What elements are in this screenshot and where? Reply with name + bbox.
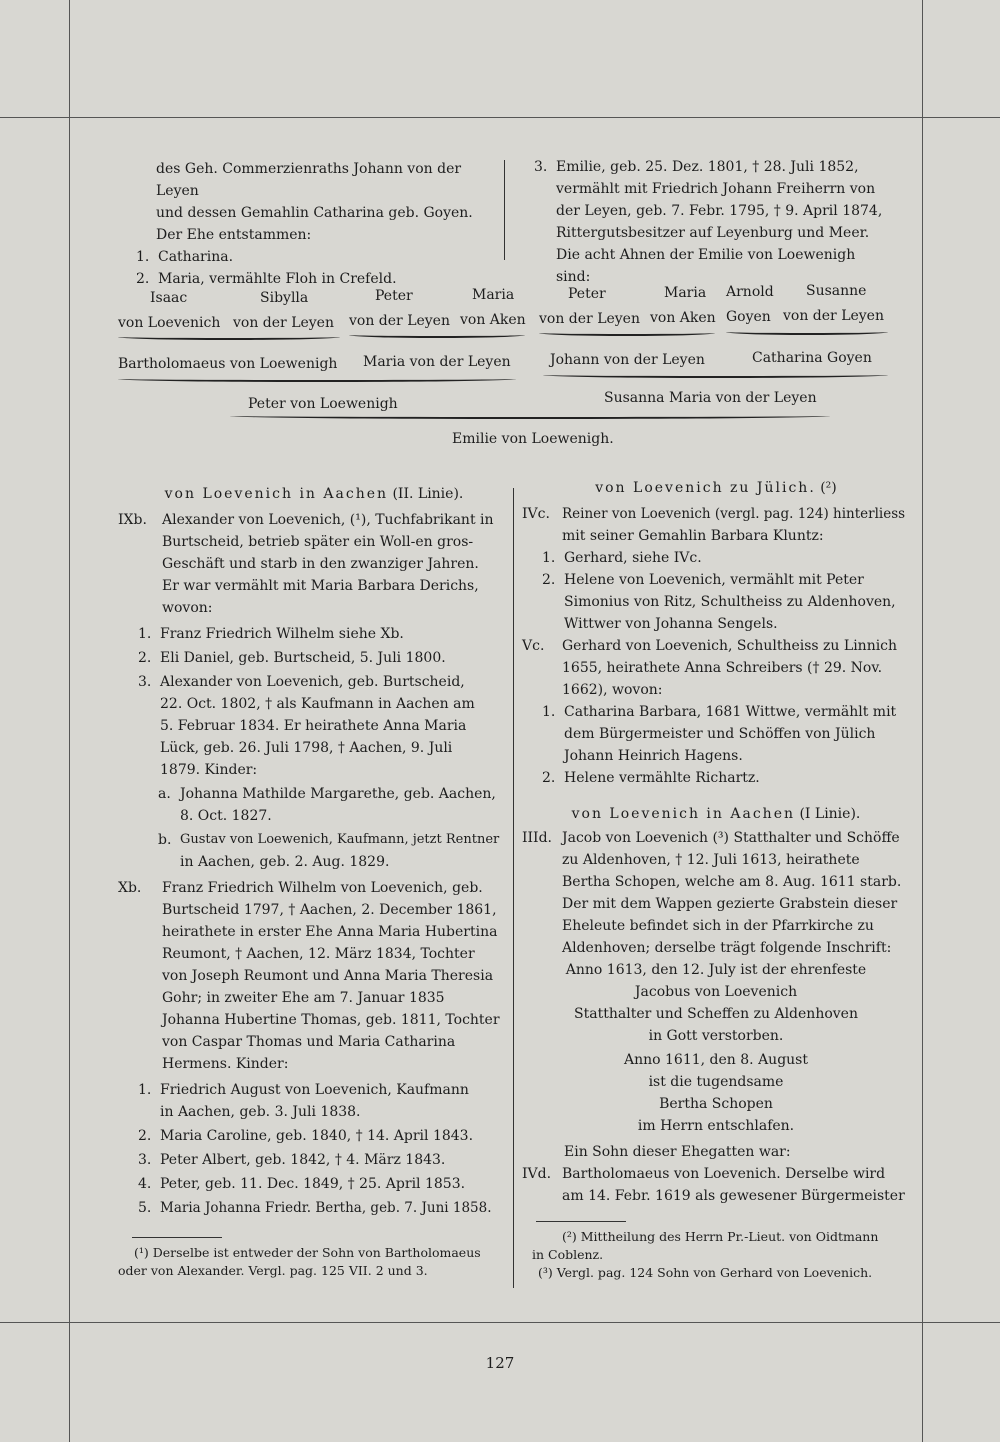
ancestor-first-name: Arnold <box>726 284 774 300</box>
item-number: 1. <box>542 550 556 566</box>
text-line: Franz Friedrich Wilhelm von Loevenich, geb. <box>162 880 483 896</box>
text-line: am 14. Febr. 1619 als gewesener Bürgermeister <box>562 1188 905 1204</box>
text-line: zu Aldenhoven, † 12. Juli 1613, heirathete <box>562 852 860 868</box>
list-item <box>534 156 894 288</box>
text-line: Maria Caroline, geb. 1840, † 14. April 1843. <box>160 1128 474 1144</box>
list-item <box>522 701 910 767</box>
ancestor-gen2: Johann von der Leyen <box>550 352 705 368</box>
footnote <box>522 1228 910 1282</box>
generation-number: IIId. <box>522 830 553 846</box>
list-item <box>118 1149 510 1171</box>
ancestor-surname: von der Leyen <box>349 313 450 329</box>
text-line: von Caspar Thomas und Maria Catharina <box>162 1034 456 1050</box>
heading-text: von Loevenich zu Jülich. <box>595 480 816 496</box>
ancestor-surname: von Aken <box>650 310 716 326</box>
frame-line-left <box>69 0 70 1442</box>
brace-gen2-a <box>118 376 516 382</box>
text-line: Rittergutsbesitzer auf Leyenburg und Meer. <box>556 225 870 241</box>
text-line: von Joseph Reumont und Anna Maria Theresia <box>162 968 494 984</box>
footnote-line: (³) Vergl. pag. 124 Sohn von Gerhard von Loevenich. <box>538 1265 873 1280</box>
top-left-block <box>136 158 496 290</box>
inscription-line: Anno 1613, den 12. July ist der ehrenfeste <box>565 962 867 978</box>
item-number: 1. <box>542 704 556 720</box>
item-number: 3. <box>138 1152 152 1168</box>
text-line: der Leyen, geb. 7. Febr. 1795, † 9. April 1874, <box>556 203 883 219</box>
footnote-line: (²) Mittheilung des Herrn Pr.-Lieut. von Oidtmann <box>562 1229 879 1244</box>
text-line: Geschäft und starb in den zwanziger Jahren. <box>162 556 479 572</box>
text-line: Burtscheid, betrieb später ein Woll-en gros- <box>162 534 474 550</box>
item-number: b. <box>158 832 172 848</box>
ancestor-surname: von der Leyen <box>783 308 884 324</box>
right-column <box>522 477 910 1282</box>
item-text: Maria, vermählte Floh in Crefeld. <box>158 271 397 287</box>
text-line: Peter, geb. 11. Dec. 1849, † 25. April 1853. <box>160 1176 466 1192</box>
frame-line-bottom <box>0 1322 1000 1323</box>
text-line: Catharina Barbara, 1681 Wittwe, vermählt mit <box>564 704 897 720</box>
text-line: Alexander von Loevenich, (¹), Tuchfabrikant in <box>162 512 494 528</box>
text-line: Friedrich August von Loevenich, Kaufmann <box>160 1082 469 1098</box>
text-line: Der mit dem Wappen gezierte Grabstein dieser <box>562 896 898 912</box>
generation-number: IVc. <box>522 506 550 522</box>
ancestor-first-name: Peter <box>568 286 606 302</box>
text-line: vermählt mit Friedrich Johann Freiherrn von <box>556 181 876 197</box>
ancestor-gen2: Catharina Goyen <box>752 350 872 366</box>
footnote-line: in Coblenz. <box>532 1247 604 1262</box>
text-line: 5. Februar 1834. Er heirathete Anna Maria <box>160 718 467 734</box>
list-item <box>118 623 510 645</box>
text-line: 22. Oct. 1802, † als Kaufmann in Aachen am <box>160 696 475 712</box>
text-line: Johann Heinrich Hagens. <box>564 748 743 764</box>
ancestor-gen2: Maria von der Leyen <box>363 354 511 370</box>
list-item <box>136 246 496 268</box>
text-line: Eli Daniel, geb. Burtscheid, 5. Juli 1800. <box>160 650 446 666</box>
text-line: Alexander von Loevenich, geb. Burtscheid, <box>160 674 465 690</box>
text-line: wovon: <box>162 600 213 616</box>
inscription-line: ist die tugendsame <box>648 1074 784 1090</box>
ancestor-surname: von der Leyen <box>233 315 334 331</box>
ancestor-first-name: Peter <box>375 288 413 304</box>
frame-line-top <box>0 117 1000 118</box>
item-number: 2. <box>138 650 152 666</box>
text-line: Maria Johanna Friedr. Bertha, geb. 7. Juni 1858. <box>160 1200 492 1216</box>
generation-entry <box>522 827 910 959</box>
text-line: Gerhard von Loevenich, Schultheiss zu Linnich <box>562 638 898 654</box>
ancestor-gen3: Peter von Loewenigh <box>248 396 398 412</box>
item-number: 5. <box>138 1200 152 1216</box>
brace-gen1-d <box>726 329 888 335</box>
ancestor-gen3: Susanna Maria von der Leyen <box>604 390 817 406</box>
list-item <box>118 1125 510 1147</box>
text-line: Wittwer von Johanna Sengels. <box>564 616 778 632</box>
text-line: Helene von Loevenich, vermählt mit Peter <box>564 572 864 588</box>
item-number: 3. <box>138 674 152 690</box>
generation-entry <box>118 877 510 1075</box>
inscription-line: in Gott verstorben. <box>648 1028 784 1044</box>
text-line: Peter Albert, geb. 1842, † 4. März 1843. <box>160 1152 446 1168</box>
text-line: Bertha Schopen, welche am 8. Aug. 1611 starb. <box>562 874 902 890</box>
ancestor-first-name: Maria <box>664 285 707 301</box>
text-line: Gustav von Loewenich, Kaufmann, jetzt Rentner <box>180 832 500 847</box>
text-line: in Aachen, geb. 3. Juli 1838. <box>160 1104 361 1120</box>
list-item <box>118 671 510 781</box>
list-item <box>118 1197 510 1219</box>
item-number: 1. <box>136 249 150 265</box>
brace-gen2-b <box>543 372 888 378</box>
footnote-rule <box>536 1221 626 1222</box>
list-item <box>522 569 910 635</box>
text-line: mit seiner Gemahlin Barbara Kluntz: <box>562 528 824 544</box>
text-line: Er war vermählt mit Maria Barbara Derichs, <box>162 578 479 594</box>
text-line: Reiner von Loevenich (vergl. pag. 124) hinterliess <box>562 506 906 522</box>
text-line: 1879. Kinder: <box>160 762 258 778</box>
section-heading <box>522 477 910 499</box>
text-line: Hermens. Kinder: <box>162 1056 289 1072</box>
brace-gen1-a <box>118 334 340 340</box>
generation-number: Xb. <box>118 880 142 896</box>
text-line: Die acht Ahnen der Emilie von Loewenigh sind: <box>556 247 856 285</box>
item-number: a. <box>158 786 171 802</box>
text-line: in Aachen, geb. 2. Aug. 1829. <box>180 854 390 870</box>
inscription <box>522 1049 910 1137</box>
list-item <box>118 1079 510 1123</box>
heading-suffix: (²) <box>820 480 837 496</box>
item-number: 3. <box>534 159 548 175</box>
top-right-block <box>534 156 894 288</box>
item-number: 2. <box>136 271 150 287</box>
ancestor-surname: von Loevenich <box>118 315 221 331</box>
heading-suffix: (I Linie). <box>799 806 861 822</box>
text-line: Aldenhoven; derselbe trägt folgende Inschrift: <box>562 940 892 956</box>
item-text: Catharina. <box>158 249 234 265</box>
inscription-line: Anno 1611, den 8. August <box>624 1052 808 1068</box>
ancestor-surname: Goyen <box>726 309 771 325</box>
footnote <box>118 1244 510 1280</box>
text-line: Jacob von Loevenich (³) Statthalter und Schöffe <box>562 830 900 846</box>
item-number: 2. <box>542 770 556 786</box>
inscription <box>522 959 910 1047</box>
ancestor-surname: von Aken <box>460 312 526 328</box>
text-line: Gerhard, siehe IVc. <box>564 550 702 566</box>
item-number: 4. <box>138 1176 152 1192</box>
list-item <box>522 547 910 569</box>
text-line: Johanna Mathilde Margarethe, geb. Aachen, <box>180 786 496 802</box>
text-line: Ein Sohn dieser Ehegatten war: <box>564 1144 791 1160</box>
text-line: Johanna Hubertine Thomas, geb. 1811, Tochter <box>162 1012 500 1028</box>
generation-number: Vc. <box>522 638 545 654</box>
ancestor-gen4: Emilie von Loewenigh. <box>452 431 614 447</box>
text-line: Lück, geb. 26. Juli 1798, † Aachen, 9. Juli <box>160 740 453 756</box>
text-line: und dessen Gemahlin Catharina geb. Goyen. <box>156 205 473 221</box>
section-heading <box>522 803 910 825</box>
text-line: Helene vermählte Richartz. <box>564 770 760 786</box>
text-line: dem Bürgermeister und Schöffen von Jülich <box>564 726 876 742</box>
list-item <box>118 1173 510 1195</box>
list-item <box>522 767 910 789</box>
item-number: 1. <box>138 1082 152 1098</box>
inscription-line: Statthalter und Scheffen zu Aldenhoven <box>574 1006 858 1022</box>
ancestor-surname: von der Leyen <box>539 311 640 327</box>
text-line: Der Ehe entstammen: <box>156 227 312 243</box>
inscription-line: Bertha Schopen <box>659 1096 773 1112</box>
text-line: Eheleute befindet sich in der Pfarrkirche zu <box>562 918 874 934</box>
brace-gen3 <box>230 413 830 419</box>
list-item <box>118 829 510 873</box>
text-line: 1662), wovon: <box>562 682 663 698</box>
main-column-divider <box>513 488 514 1288</box>
generation-number: IXb. <box>118 512 147 528</box>
footnote-line: oder von Alexander. Vergl. pag. 125 VII. 2 und 3. <box>118 1263 428 1278</box>
ancestor-first-name: Susanne <box>806 283 867 299</box>
generation-number: IVd. <box>522 1166 552 1182</box>
left-column <box>118 483 510 1280</box>
page-number: 127 <box>485 1354 515 1372</box>
text-line: heirathete in erster Ehe Anna Maria Hubertina <box>162 924 498 940</box>
text-line: Emilie, geb. 25. Dez. 1801, † 28. Juli 1852, <box>556 159 859 175</box>
generation-entry <box>522 503 910 547</box>
generation-entry <box>522 635 910 701</box>
footnote-rule <box>132 1237 222 1238</box>
heading-suffix: (II. Linie). <box>392 486 464 502</box>
section-heading <box>118 483 510 505</box>
top-column-divider <box>504 160 505 260</box>
ancestor-first-name: Sibylla <box>260 290 309 306</box>
heading-text: von Loevenich in Aachen <box>571 806 795 822</box>
generation-entry <box>118 509 510 619</box>
generation-entry <box>522 1163 910 1207</box>
text-line: Gohr; in zweiter Ehe am 7. Januar 1835 <box>162 990 445 1006</box>
item-number: 1. <box>138 626 152 642</box>
item-number: 2. <box>542 572 556 588</box>
brace-gen1-c <box>539 330 715 336</box>
heading-text: von Loevenich in Aachen <box>164 486 389 502</box>
item-number: 2. <box>138 1128 152 1144</box>
text-line: Franz Friedrich Wilhelm siehe Xb. <box>160 626 404 642</box>
ancestor-gen2: Bartholomaeus von Loewenigh <box>118 356 338 372</box>
ancestor-first-name: Maria <box>472 287 515 303</box>
brace-gen1-b <box>349 332 525 338</box>
ancestor-first-name: Isaac <box>150 290 188 306</box>
footnote-line: (¹) Derselbe ist entweder der Sohn von Bartholomaeus <box>134 1245 481 1260</box>
frame-line-right <box>922 0 923 1442</box>
inscription-line: im Herrn entschlafen. <box>637 1118 795 1134</box>
text-line: Simonius von Ritz, Schultheiss zu Aldenhoven, <box>564 594 896 610</box>
text-line: 1655, heirathete Anna Schreibers († 29. Nov. <box>562 660 883 676</box>
text-line: Bartholomaeus von Loevenich. Derselbe wird <box>562 1166 886 1182</box>
text-line: 8. Oct. 1827. <box>180 808 272 824</box>
text-line: des Geh. Commerzienraths Johann von der Leyen <box>156 161 462 199</box>
text-line: Reumont, † Aachen, 12. März 1834, Tochter <box>162 946 475 962</box>
inscription-line: Jacobus von Loevenich <box>634 984 798 1000</box>
list-item <box>118 647 510 669</box>
text-line: Burtscheid 1797, † Aachen, 2. December 1861, <box>162 902 497 918</box>
list-item <box>118 783 510 827</box>
list-item <box>136 268 496 290</box>
